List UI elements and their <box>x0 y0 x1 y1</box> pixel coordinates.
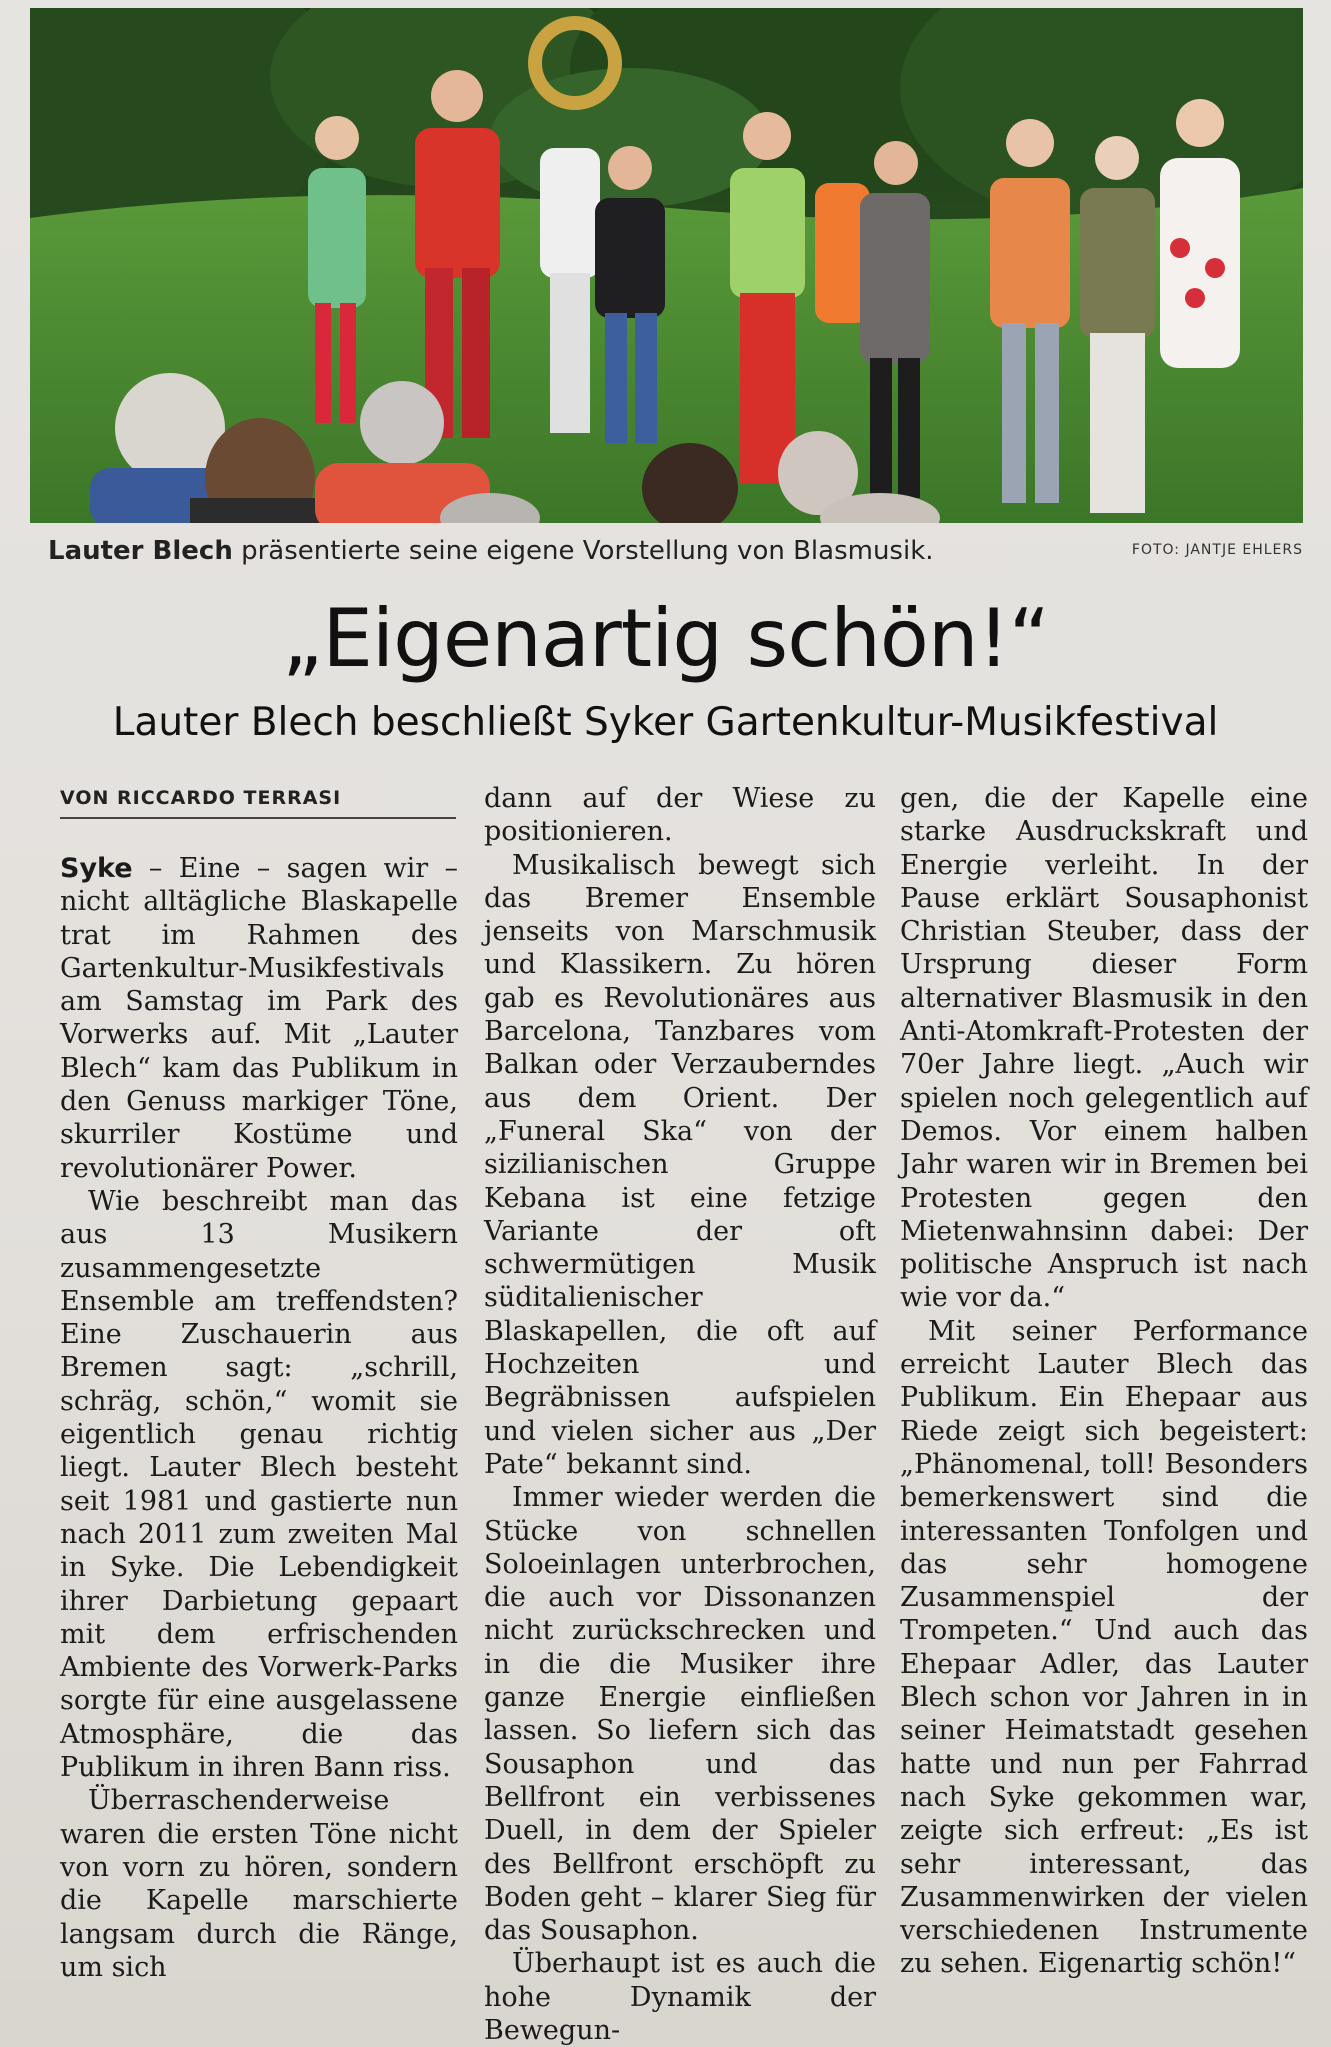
photo-caption <box>48 536 934 566</box>
paragraph: Mit seiner Performance erreicht Lauter Blech das Publikum. Ein Ehepaar aus Riede zeigt sich begeistert: „Phänomenal, toll! Besonders bemerkenswert sind die interessanten Tonfolgen und das sehr homogene Zusammenspiel der Trompeten.“ Und auch das Ehepaar Adler, das Lauter Blech schon vor Jahren in in seiner Heimatstadt gesehen hatte und nun per Fahrrad nach Syke gekommen war, zeigte sich erfreut: „Es ist sehr interessant, das Zusammenwirken der vielen verschiedenen Instrumente zu sehen. Eigenartig schön!“ <box>900 1315 1308 1980</box>
subheadline: Lauter Blech beschließt Syker Gartenkultur-Musikfestival <box>112 700 1219 745</box>
article-column-1 <box>60 852 458 1984</box>
photo-credit: FOTO: JANTJE EHLERS <box>1131 542 1303 558</box>
paragraph <box>60 852 458 1185</box>
article-column-3 <box>900 782 1308 1981</box>
photo-caption-row <box>48 536 1303 576</box>
caption-band-name: Lauter Blech <box>48 536 233 566</box>
paragraph: Musikalisch bewegt sich das Bremer Ensemble jenseits von Marschmusik und Klassikern. Zu hören gab es Revolutionäres aus Barcelona, Tanzbares vom Balkan oder Verzauberndes aus dem Orient. Der „Funeral Ska“ von der sizilianischen Gruppe Kebana ist eine fetzige Variante der oft schwermütigen Musik süditalienischer Blaskapellen, die oft auf Hochzeiten und Begräbnissen aufspielen und vielen sicher aus „Der Pate“ bekannt sind. <box>484 849 876 1480</box>
byline: VON RICCARDO TERRASI <box>60 787 456 819</box>
headline: „Eigenartig schön!“ <box>281 592 1050 685</box>
dateline: Syke <box>60 853 133 884</box>
paragraph: gen, die der Kapelle eine starke Ausdruckskraft und Energie verleiht. In der Pause erklärt Sousaphonist Christian Steuber, dass der Ursprung dieser Form alternativer Blasmusik in den Anti-Atomkraft-Protesten der 70er Jahre liegt. „Auch wir spielen noch gelegentlich auf Demos. Vor einem halben Jahr waren wir in Bremen bei Protesten gegen den Mietenwahnsinn dabei: Der politische Anspruch ist nach wie vor da.“ <box>900 783 1308 1314</box>
paragraph: Überhaupt ist es auch die hohe Dynamik der Bewegun- <box>484 1948 876 2046</box>
band-photo <box>30 8 1303 523</box>
paragraph: Immer wieder werden die Stücke von schnellen Soloeinlagen unterbrochen, die auch vor Dissonanzen nicht zurückschrecken und in die die Musiker ihre ganze Energie einfließen lassen. So liefern sich das Sousaphon und das Bellfront ein verbissenes Duell, in dem der Spieler des Bellfront erschöpft zu Boden geht – klarer Sieg für das Sousaphon. <box>484 1482 876 1947</box>
paragraph: dann auf der Wiese zu positionieren. <box>484 783 876 848</box>
paragraph: Wie beschreibt man das aus 13 Musikern zusammengesetzte Ensemble am treffendsten? Eine Zuschauerin aus Bremen sagt: „schrill, schräg, schön,“ womit sie eigentlich genau richtig liegt. Lauter Blech besteht seit 1981 und gastierte nun nach 2011 zum zweiten Mal in Syke. Die Lebendigkeit ihrer Darbietung gepaart mit dem erfrischenden Ambiente des Vorwerk-Parks sorgte für eine ausgelassene Atmosphäre, die das Publikum in ihren Bann riss. <box>60 1185 458 1784</box>
caption-text: präsentierte seine eigene Vorstellung von Blasmusik. <box>232 536 934 566</box>
paragraph-text: – Eine – sagen wir – nicht alltägliche Blaskapelle trat im Rahmen des Gartenkultur-Musikfestivals am Samstag im Park des Vorwerks auf. Mit „Lauter Blech“ kam das Publikum in den Genuss markiger Töne, skurriler Kostüme und revolutionärer Power. <box>60 853 458 1184</box>
paragraph: Überraschenderweise waren die ersten Töne nicht von vorn zu hören, sondern die Kapelle marschierte langsam durch die Ränge, um sich <box>60 1785 458 1983</box>
article-column-2 <box>484 782 876 2047</box>
